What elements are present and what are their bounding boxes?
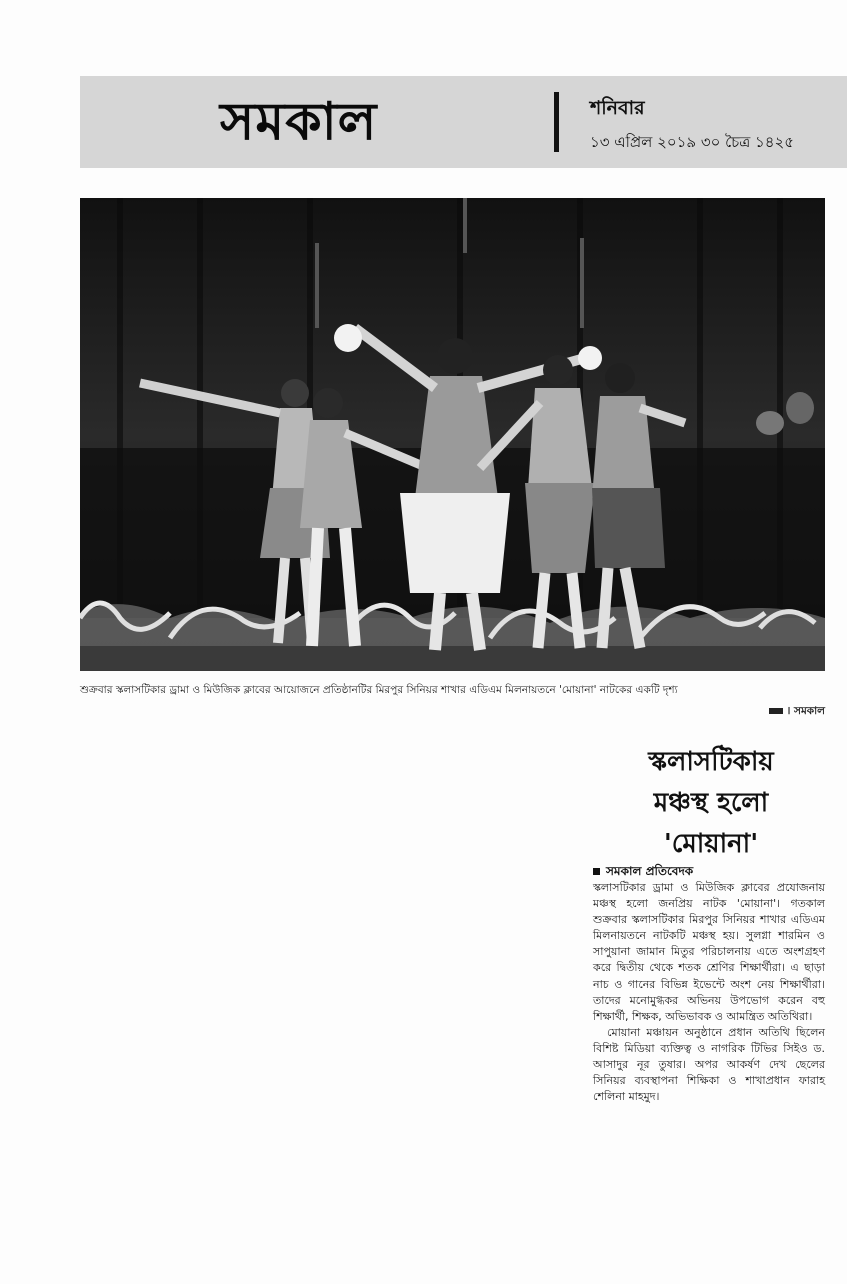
masthead-divider xyxy=(554,92,559,152)
photo-credit xyxy=(769,704,825,721)
credit-mark-icon xyxy=(769,708,783,714)
issue-day: শনিবার xyxy=(590,97,645,119)
article-headline xyxy=(600,742,822,865)
headline-line: মঞ্চস্থ হলো xyxy=(653,788,769,818)
newspaper-logo: সমকাল xyxy=(220,92,378,152)
article-body xyxy=(593,880,825,1105)
headline-line: স্কলাসটিকায় xyxy=(648,747,774,777)
photo-caption: শুক্রবার স্কলাসটিকার ড্রামা ও মিউজিক ক্লাবের আয়োজনে প্রতিষ্ঠানটির মিরপুর সিনিয়র শাখার এডিএম মিলনায়তনে 'মোয়ানা' নাটকের একটি দৃশ্য xyxy=(80,684,678,696)
issue-date: ১৩ এপ্রিল ২০১৯ ৩০ চৈত্র ১৪২৫ xyxy=(590,133,795,151)
article-paragraph: মোয়ানা মঞ্চায়ন অনুষ্ঠানে প্রধান অতিথি ছিলেন বিশিষ্ট মিডিয়া ব্যক্তিত্ব ও নাগরিক টিভির সিইও ড. আসাদুর নূর তুষার। অপর আকর্ষণ দেখ ছেলের সিনিয়র ব্যবস্থাপনা শিক্ষিকা ও শাখাপ্রধান ফারাহ শেলিনা মাহমুদ। xyxy=(593,1025,825,1104)
masthead xyxy=(80,76,847,168)
byline-square-icon xyxy=(593,868,600,875)
headline-line: 'মোয়ানা' xyxy=(663,829,759,859)
stage-scene-icon xyxy=(80,198,825,671)
article-paragraph: স্কলাসটিকার ড্রামা ও মিউজিক ক্লাবের প্রযোজনায় মঞ্চস্থ হলো জনপ্রিয় নাটক 'মোয়ানা'। গতকাল শুক্রবার স্কলাসটিকার মিরপুর সিনিয়র শাখার এডিএম মিলনায়তনে নাটকটি মঞ্চস্থ হয়। সুলগ্না শারমিন ও সাপুয়ানা জামান মিতুর পরিচালনায় এতে অংশগ্রহণ করে দ্বিতীয় থেকে শতক শ্রেণির শিক্ষার্থীরা। এ ছাড়া নাচ ও গানের বিভিন্ন ইভেন্টে অংশ নেয় শিক্ষার্থীরা। তাদের মনোমুগ্ধকর অভিনয় উপভোগ করেন বহু শিক্ষার্থী, শিক্ষক, অভিভাবক ও আমন্ত্রিত অতিথিরা। xyxy=(593,881,825,1023)
photo-credit-text: । সমকাল xyxy=(786,705,825,717)
dance-performance-photo xyxy=(80,198,825,671)
byline-text: সমকাল প্রতিবেদক xyxy=(606,864,694,878)
